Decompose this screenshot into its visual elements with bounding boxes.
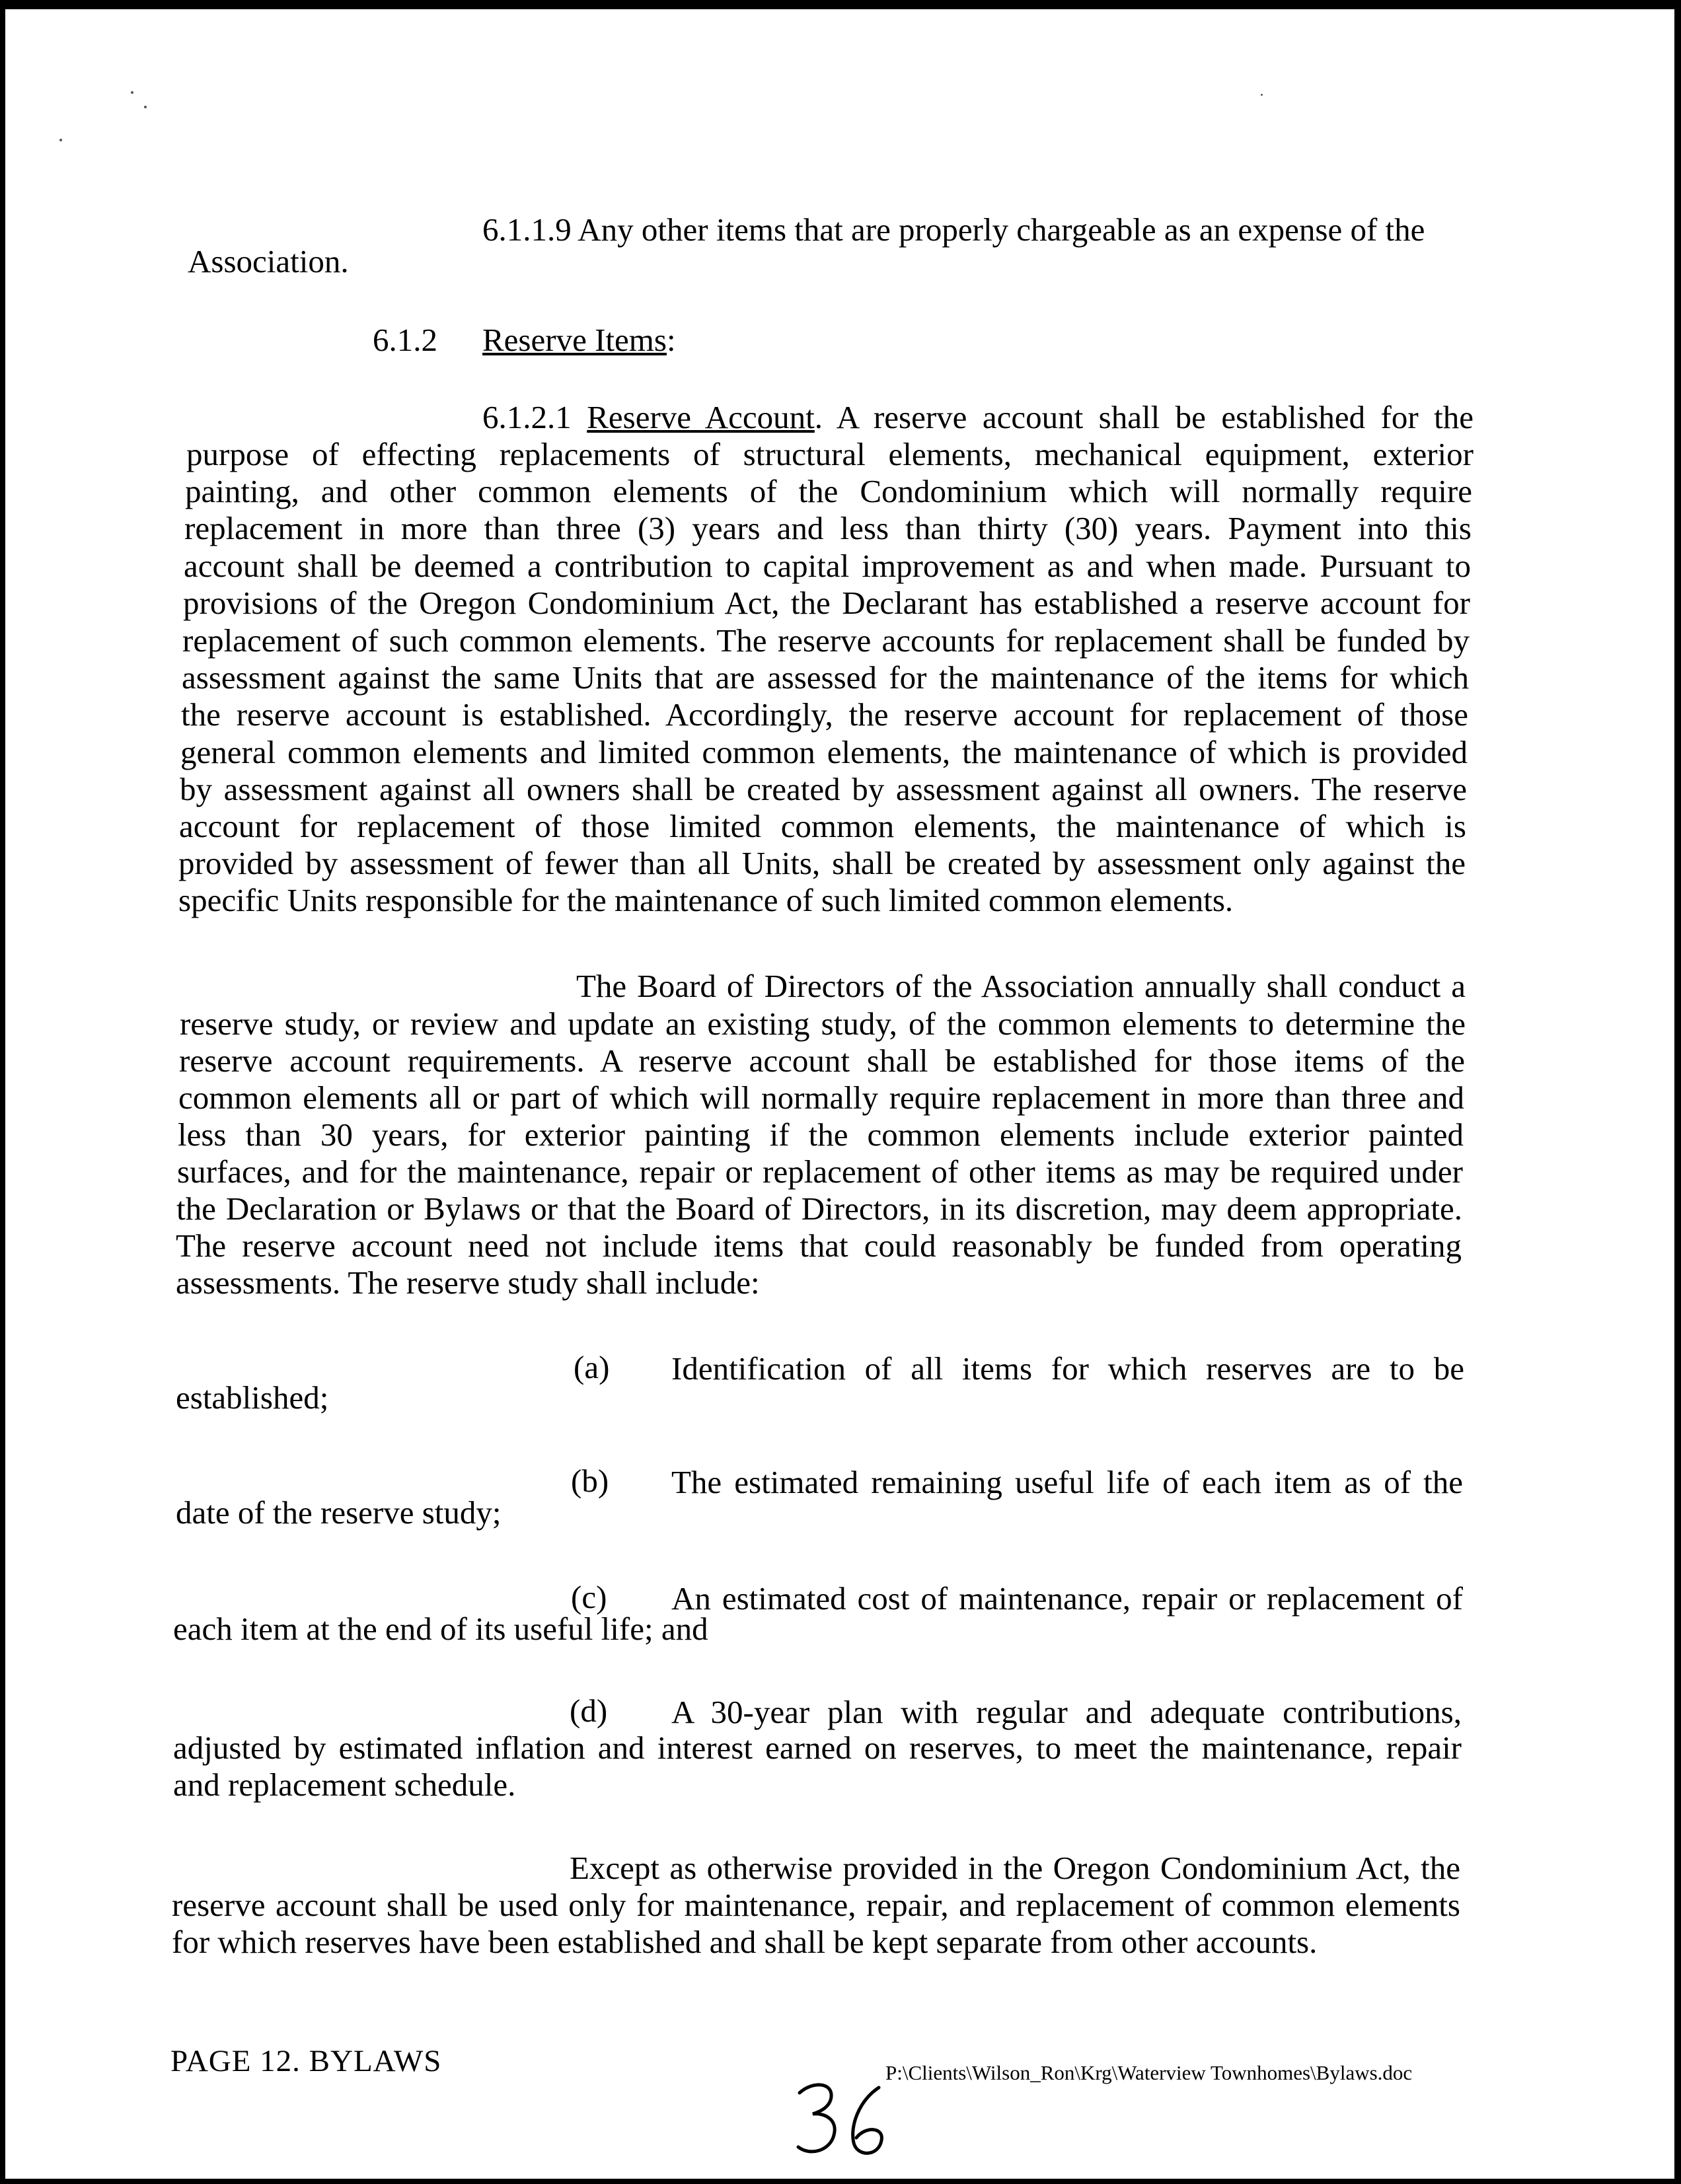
item-6-1-2-1-line: purpose of effecting replacements of structural elements, mechanical equipment, exterior bbox=[186, 436, 1474, 472]
item-6-1-2-1-line: provided by assessment of fewer than all Units, shall be created by assessment only against the bbox=[178, 845, 1466, 881]
item-6-1-2-1-line: replacement of such common elements. The reserve accounts for replacement shall be funded by bbox=[182, 622, 1470, 659]
list-item-text: A 30-year plan with regular and adequate contributions, bbox=[671, 1694, 1462, 1730]
handwritten-page-number bbox=[793, 2074, 899, 2167]
list-item-continuation: date of the reserve study; bbox=[176, 1494, 502, 1531]
list-item-text: Identification of all items for which reserves are to be bbox=[671, 1350, 1464, 1387]
except-paragraph-line: reserve account shall be used only for maintenance, repair, and replacement of common elements bbox=[172, 1887, 1460, 1923]
list-item-continuation: established; bbox=[176, 1379, 329, 1416]
item-6-1-1-9-line2: Association. bbox=[188, 243, 349, 279]
item-6-1-1-9-text: Any other items that are properly chargeable as an expense of the bbox=[578, 211, 1425, 248]
section-6-1-2-colon: : bbox=[666, 322, 676, 358]
item-6-1-2-1-line: account for replacement of those limited common elements, the maintenance of which is bbox=[179, 808, 1466, 844]
footer-file-path: P:\Clients\Wilson_Ron\Krg\Waterview Townhomes\Bylaws.doc bbox=[885, 2061, 1413, 2084]
item-6-1-2-1-line: by assessment against all owners shall be created by assessment against all owners. The reserve bbox=[180, 771, 1467, 807]
list-item-label: (c) bbox=[571, 1579, 607, 1615]
item-6-1-2-1-line: assessment against the same Units that are assessed for the maintenance of the items for which bbox=[182, 659, 1469, 696]
list-item-continuation: each item at the end of its useful life; and bbox=[173, 1611, 708, 1647]
except-paragraph-first-line: Except as otherwise provided in the Oregon Condominium Act, the bbox=[570, 1850, 1460, 1886]
board-paragraph-first-line: The Board of Directors of the Association annually shall conduct a bbox=[576, 968, 1466, 1004]
item-6-1-2-1-last-line: specific Units responsible for the maintenance of such limited common elements. bbox=[178, 882, 1234, 918]
board-paragraph-line: reserve study, or review and update an existing study, of the common elements to determine the bbox=[180, 1005, 1466, 1042]
item-6-1-2-1-line: general common elements and limited common elements, the maintenance of which is provided bbox=[180, 734, 1468, 770]
list-item-continuation: and replacement schedule. bbox=[173, 1766, 516, 1803]
board-paragraph-line: surfaces, and for the maintenance, repair or replacement of other items as may be required under bbox=[177, 1153, 1463, 1190]
footer-page-label: PAGE 12. BYLAWS bbox=[170, 2044, 442, 2078]
scan-border-bottom bbox=[0, 2179, 1681, 2184]
board-paragraph-line: The reserve account need not include items that could reasonably be funded from operating bbox=[176, 1227, 1462, 1264]
item-6-1-2-1-line: painting, and other common elements of the Condominium which will normally require bbox=[185, 473, 1472, 509]
list-item-continuation: adjusted by estimated inflation and interest earned on reserves, to meet the maintenance, repair bbox=[173, 1729, 1462, 1766]
list-item-text: The estimated remaining useful life of each item as of the bbox=[671, 1464, 1463, 1500]
list-item-text: An estimated cost of maintenance, repair or replacement of bbox=[671, 1580, 1463, 1617]
item-6-1-1-9-number: 6.1.1.9 bbox=[482, 211, 572, 248]
list-item-label: (a) bbox=[574, 1349, 610, 1385]
item-6-1-2-1-line: replacement in more than three (3) years and less than thirty (30) years. Payment into this bbox=[184, 510, 1472, 546]
board-paragraph-line: reserve account requirements. A reserve account shall be established for those items of the bbox=[179, 1042, 1465, 1079]
board-paragraph-last-line: assessments. The reserve study shall include: bbox=[176, 1264, 760, 1301]
item-6-1-2-1-title: Reserve Account bbox=[587, 399, 815, 435]
section-6-1-2-title: Reserve Items bbox=[482, 322, 667, 358]
except-paragraph-line: for which reserves have been established and shall be kept separate from other accounts. bbox=[172, 1924, 1318, 1960]
item-6-1-2-1-number: 6.1.2.1 bbox=[482, 399, 572, 435]
scan-border-top bbox=[0, 0, 1681, 9]
board-paragraph-line: less than 30 years, for exterior painting if the common elements include exterior painted bbox=[178, 1116, 1464, 1153]
item-6-1-2-1-line: provisions of the Oregon Condominium Act, the Declarant has established a reserve account for bbox=[183, 585, 1470, 621]
scan-speck bbox=[131, 91, 133, 94]
section-6-1-2-heading bbox=[482, 322, 676, 359]
handwritten-digit-3 bbox=[798, 2085, 835, 2152]
section-6-1-2-number: 6.1.2 bbox=[373, 322, 437, 358]
item-6-1-2-1-line: the reserve account is established. Accordingly, the reserve account for replacement of those bbox=[181, 696, 1468, 733]
list-item-label: (b) bbox=[571, 1463, 609, 1499]
list-item-label: (d) bbox=[570, 1693, 608, 1729]
scan-border-right bbox=[1674, 0, 1681, 2184]
scan-speck bbox=[1261, 94, 1263, 96]
scan-border-left bbox=[0, 0, 5, 2184]
item-6-1-2-1-first-line bbox=[482, 399, 1474, 436]
item-6-1-1-9-line1 bbox=[482, 211, 1425, 248]
board-paragraph-line: the Declaration or Bylaws or that the Board of Directors, in its discretion, may deem appropriate. bbox=[176, 1190, 1462, 1227]
board-paragraph-line: common elements all or part of which will normally require replacement in more than three and bbox=[178, 1079, 1464, 1116]
item-6-1-2-1-first-rest: . A reserve account shall be established for the bbox=[814, 399, 1474, 435]
scan-speck bbox=[144, 106, 147, 108]
handwritten-digit-6 bbox=[853, 2088, 882, 2153]
item-6-1-2-1-line: account shall be deemed a contribution to capital improvement as and when made. Pursuant to bbox=[184, 548, 1471, 584]
scan-speck bbox=[59, 139, 62, 141]
